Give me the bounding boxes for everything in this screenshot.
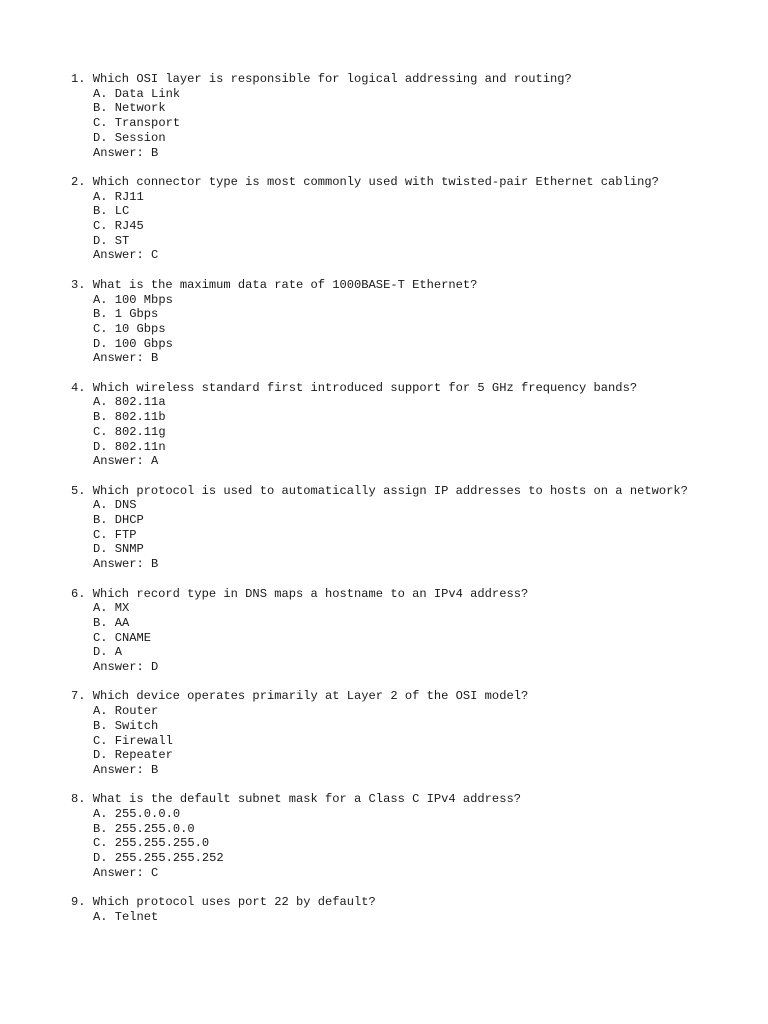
option: C. 255.255.255.0 [93,836,210,851]
answer: Answer: D [93,660,159,675]
option: B. DHCP [93,513,144,528]
answer: Answer: B [93,145,159,160]
question-4 [71,381,691,469]
option: D. 255.255.255.252 [93,851,224,866]
option: A. Telnet [93,909,159,924]
option: A. 100 Mbps [93,292,173,307]
answer: Answer: C [93,248,159,263]
option: D. 802.11n [93,439,166,454]
option: A. 802.11a [93,395,166,410]
option: C. CNAME [93,630,152,645]
question-7 [71,689,691,777]
option: B. LC [93,204,130,219]
option: A. DNS [93,498,137,513]
question-text: 7. Which device operates primarily at Layer 2 of the OSI model? [71,689,529,704]
question-8 [71,792,691,880]
question-5 [71,484,691,572]
question-text: 4. Which wireless standard first introduced support for 5 GHz frequency bands? [71,380,638,395]
option: D. A [93,645,123,660]
option: C. 10 Gbps [93,321,166,336]
question-6 [71,587,691,675]
option: B. Switch [93,718,159,733]
option: A. RJ11 [93,189,144,204]
question-2 [71,175,691,263]
option: A. MX [93,601,130,616]
question-text: 1. Which OSI layer is responsible for logical addressing and routing? [71,72,572,86]
question-text: 9. Which protocol uses port 22 by default? [71,895,376,910]
option: B. AA [93,615,130,630]
option: C. FTP [93,527,137,542]
option: A. 255.0.0.0 [93,807,181,822]
option: D. SNMP [93,542,144,557]
question-text: 8. What is the default subnet mask for a Class C IPv4 address? [71,792,521,807]
option: B. 1 Gbps [93,307,159,322]
question-text: 2. Which connector type is most commonly used with twisted-pair Ethernet cabling? [71,174,659,189]
question-3 [71,278,691,366]
answer: Answer: B [93,351,159,366]
answer: Answer: B [93,557,159,572]
option: C. 802.11g [93,424,166,439]
option: C. Transport [93,116,181,131]
option: A. Data Link [93,86,181,101]
option: D. Session [93,130,166,145]
answer: Answer: A [93,454,159,469]
option: B. 255.255.0.0 [93,821,195,836]
question-text: 5. Which protocol is used to automatically assign IP addresses to hosts on a network? [71,483,688,498]
question-1 [71,72,691,160]
option: D. 100 Gbps [93,336,173,351]
document-page [71,72,691,939]
option: B. Network [93,101,166,116]
option: D. ST [93,233,130,248]
question-9 [71,895,691,924]
answer: Answer: B [93,762,159,777]
question-text: 3. What is the maximum data rate of 1000BASE-T Ethernet? [71,277,478,292]
option: C. RJ45 [93,219,144,234]
question-text: 6. Which record type in DNS maps a hostname to an IPv4 address? [71,586,529,601]
option: B. 802.11b [93,410,166,425]
option: D. Repeater [93,748,173,763]
answer: Answer: C [93,865,159,880]
option: A. Router [93,704,159,719]
option: C. Firewall [93,733,173,748]
